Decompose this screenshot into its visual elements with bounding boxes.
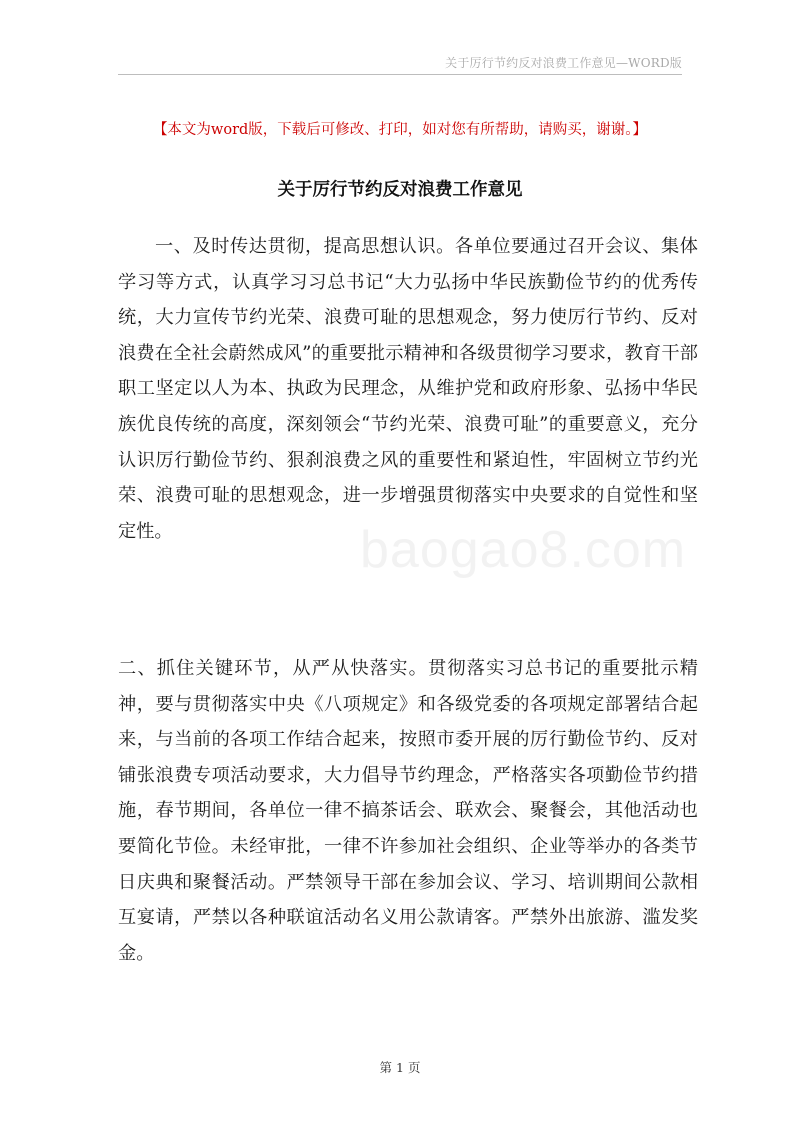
document-title: 关于厉行节约反对浪费工作意见 (277, 180, 523, 200)
watermark: baogao8.com (360, 521, 687, 579)
header-divider (118, 74, 682, 75)
page-number: 第 1 页 (379, 1060, 421, 1075)
paragraph-2: 二、抓住关键环节，从严从快落实。贯彻落实习总书记的重要批示精神，要与贯彻落实中央《八项规定》和各级党委的各项规定部署结合起来，与当前的各项工作结合起来，按照市委开展的厉行勤俭节约、反对铺张浪费专项活动要求，大力倡导节约理念，严格落实各项勤俭节约措施，春节期间，各单位一律不搞茶话会、联欢会、聚餐会，其他活动也要简化节俭。未经审批，一律不许参加社会组织、企业等举办的各类节日庆典和聚餐活动。严禁领导干部在参加会议、学习、培训期间公款相互宴请，严禁以各种联谊活动名义用公款请客。严禁外出旅游、滥发奖金。 (118, 658, 698, 964)
running-header: 关于厉行节约反对浪费工作意见—WORD版 (445, 56, 682, 70)
paragraph-1: 一、及时传达贯彻，提高思想认识。各单位要通过召开会议、集体学习等方式，认真学习习总书记“大力弘扬中华民族勤俭节约的优秀传统，大力宣传节约光荣、浪费可耻的思想观念，努力使厉行节约、反对浪费在全社会蔚然成风”的重要批示精神和各级贯彻学习要求，教育干部职工坚定以人为本、执政为民理念，从维护党和政府形象、弘扬中华民族优良传统的高度，深刻领会“节约光荣、浪费可耻”的重要意义，充分认识厉行勤俭节约、狠刹浪费之风的重要性和紧迫性，牢固树立节约光荣、浪费可耻的思想观念，进一步增强贯彻落实中央要求的自觉性和坚定性。 (118, 236, 698, 542)
purchase-notice: 【本文为word版，下载后可修改、打印，如对您有所帮助，请购买，谢谢。】 (152, 122, 648, 138)
